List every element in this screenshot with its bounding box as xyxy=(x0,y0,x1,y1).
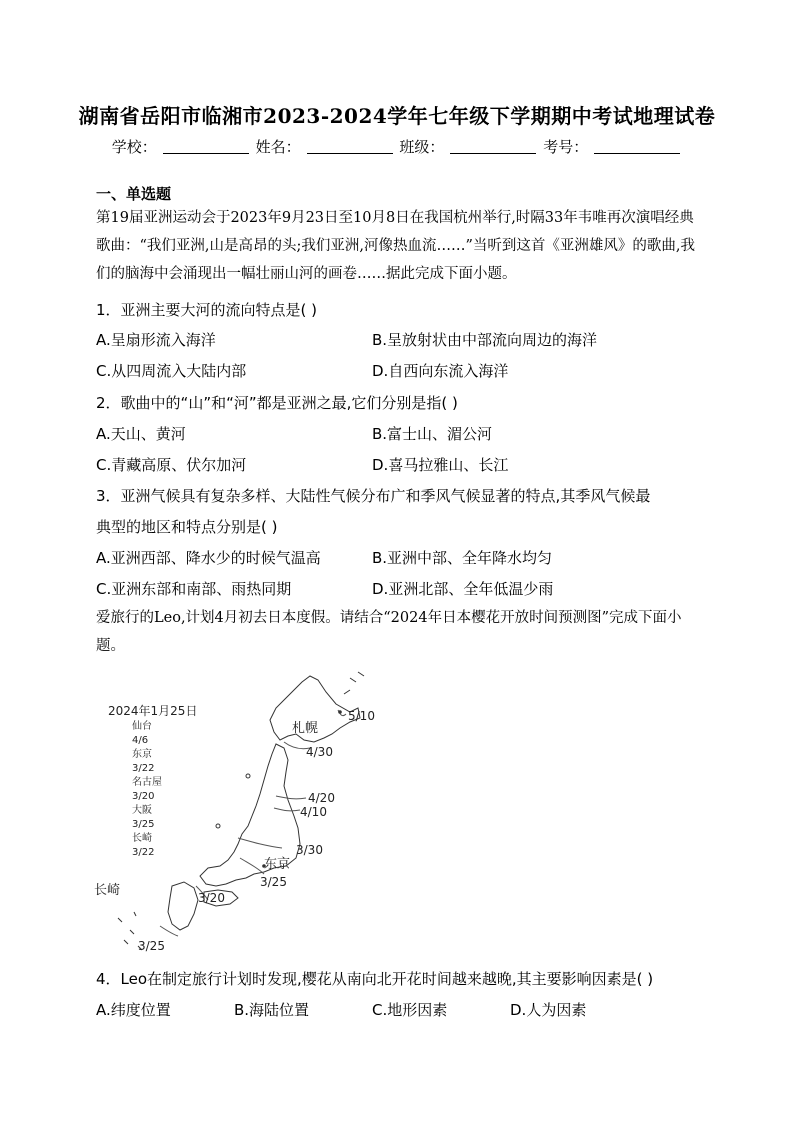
isochrone-325-south xyxy=(160,926,178,936)
isochrone-410 xyxy=(274,808,300,811)
q1-option-b[interactable]: B.呈放射状由中部流向周边的海洋 xyxy=(372,331,598,349)
q1-option-a[interactable]: A.呈扇形流入海洋 xyxy=(96,331,216,349)
japan-sakura-map xyxy=(88,668,388,958)
q2-option-a[interactable]: A.天山、黄河 xyxy=(96,425,186,443)
school-label: 学校： xyxy=(111,138,157,156)
q2-option-d[interactable]: D.喜马拉雅山、长江 xyxy=(372,456,509,474)
q4-option-b[interactable]: B.海陆位置 xyxy=(234,1001,310,1019)
q3-option-a[interactable]: A.亚洲西部、降水少的时候气温高 xyxy=(96,549,321,567)
label-iso-325-tokyo: 3/25 xyxy=(260,875,287,889)
legend-nagasaki-date: 3/22 xyxy=(132,847,155,858)
isochrone-325 xyxy=(240,858,264,874)
label-iso-320: 3/20 xyxy=(198,891,225,905)
legend-title: 2024年1月25日 xyxy=(108,704,198,718)
legend-osaka: 大阪 xyxy=(132,805,152,816)
student-info-row xyxy=(0,136,794,157)
passage-asian-games: 第19届亚洲运动会于2023年9月23日至10月8日在我国杭州举行,时隔33年韦唯再次演唱经典歌曲：“我们亚洲,山是高昂的头;我们亚洲,河像热血流……”当听到这首《亚洲雄风》的歌曲,我们的脑海中会涌现出一幅壮丽山河的画卷……据此完成下面小题。 xyxy=(96,210,696,282)
question-2-stem: 2．歌曲中的“山”和“河”都是亚洲之最,它们分别是指( ) xyxy=(96,394,458,412)
name-label: 姓名： xyxy=(255,138,301,156)
kuril-islands xyxy=(344,672,364,694)
legend-nagoya: 名古屋 xyxy=(132,777,162,788)
legend-tokyo-date: 3/22 xyxy=(132,763,155,774)
isochrone-lines xyxy=(160,710,346,936)
isochrone-330 xyxy=(238,838,282,848)
class-blank[interactable] xyxy=(450,153,536,154)
legend-nagasaki: 长崎 xyxy=(132,833,152,844)
sapporo-dot-icon xyxy=(338,710,342,714)
name-blank[interactable] xyxy=(307,153,393,154)
label-iso-330: 3/30 xyxy=(296,843,323,857)
exam-title: 湖南省岳阳市临湘市2023-2024学年七年级下学期期中考试地理试卷 xyxy=(78,104,716,128)
q4-option-d[interactable]: D.人为因素 xyxy=(510,1001,587,1019)
q3-option-b[interactable]: B.亚洲中部、全年降水均匀 xyxy=(372,549,553,567)
label-iso-410: 4/10 xyxy=(300,805,327,819)
label-nagasaki: 长崎 xyxy=(94,883,121,898)
question-4-stem: 4．Leo在制定旅行计划时发现,樱花从南向北开花时间越来越晚,其主要影响因素是( ) xyxy=(96,970,654,988)
number-label: 考号： xyxy=(543,138,589,156)
label-tokyo: 东京 xyxy=(264,857,291,872)
q3-option-c[interactable]: C.亚洲东部和南部、雨热同期 xyxy=(96,580,292,598)
label-iso-430: 4/30 xyxy=(306,745,333,759)
number-blank[interactable] xyxy=(594,153,680,154)
legend-sendai: 仙台 xyxy=(132,721,152,732)
legend-osaka-date: 3/25 xyxy=(132,819,155,830)
isochrone-420 xyxy=(276,796,306,799)
question-1-stem: 1．亚洲主要大河的流向特点是( ) xyxy=(96,301,318,319)
label-sapporo: 札幌 xyxy=(292,721,319,736)
passage-sakura-trip: 爱旅行的Leo,计划4月初去日本度假。请结合“2024年日本樱花开放时间预测图”完成下面小题。 xyxy=(96,610,682,654)
q4-option-c[interactable]: C.地形因素 xyxy=(372,1001,448,1019)
q2-option-c[interactable]: C.青藏高原、伏尔加河 xyxy=(96,456,247,474)
section-heading: 一、单选题 xyxy=(96,185,172,203)
school-blank[interactable] xyxy=(163,153,249,154)
kyushu-outline xyxy=(168,882,198,930)
q1-option-d[interactable]: D.自西向东流入海洋 xyxy=(372,362,509,380)
question-3-stem-line2: 典型的地区和特点分别是( ) xyxy=(96,518,278,536)
q1-option-c[interactable]: C.从四周流入大陆内部 xyxy=(96,362,247,380)
q4-option-a[interactable]: A.纬度位置 xyxy=(96,1001,171,1019)
q3-option-d[interactable]: D.亚洲北部、全年低温少雨 xyxy=(372,580,554,598)
legend-nagoya-date: 3/20 xyxy=(132,791,155,802)
q2-option-b[interactable]: B.富士山、湄公河 xyxy=(372,425,493,443)
label-iso-420: 4/20 xyxy=(308,791,335,805)
legend-tokyo: 东京 xyxy=(132,749,152,760)
label-iso-510: 5/10 xyxy=(348,709,375,723)
question-3-stem-line1: 3．亚洲气候具有复杂多样、大陆性气候分布广和季风气候显著的特点,其季风气候最 xyxy=(96,487,651,505)
label-iso-325-south: 3/25 xyxy=(138,939,165,953)
legend-sendai-date: 4/6 xyxy=(132,735,149,746)
class-label: 班级： xyxy=(399,138,445,156)
